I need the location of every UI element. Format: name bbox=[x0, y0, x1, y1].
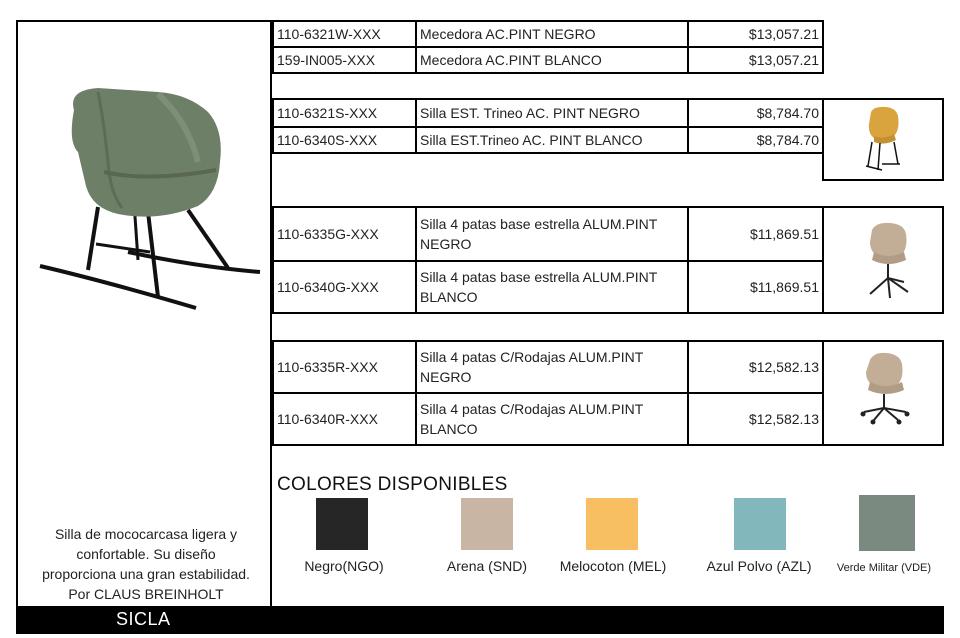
product-code: 110-6335R-XXX bbox=[272, 340, 417, 394]
table-divider bbox=[270, 74, 272, 98]
product-code: 110-6340S-XXX bbox=[272, 126, 417, 154]
description-line: Por CLAUS BREINHOLT bbox=[68, 586, 224, 602]
color-label: Arena (SND) bbox=[446, 558, 528, 574]
description-line: Silla de mococarcasa ligera y bbox=[54, 526, 238, 542]
color-label: Negro(NGO) bbox=[304, 558, 384, 574]
product-price: $8,784.70 bbox=[687, 126, 824, 154]
table-divider bbox=[270, 314, 272, 340]
product-price: $8,784.70 bbox=[687, 98, 824, 128]
product-price: $11,869.51 bbox=[687, 260, 824, 314]
star-base-chair-image bbox=[824, 208, 942, 312]
sled-base-chair-image bbox=[824, 100, 942, 179]
color-label: Melocoton (MEL) bbox=[559, 558, 667, 574]
product-overview-panel bbox=[16, 20, 272, 606]
product-description-cell: Silla 4 patas base estrella ALUM.PINT BLANCO bbox=[415, 260, 689, 314]
color-swatch-verde-militar bbox=[859, 495, 915, 551]
product-code: 110-6321W-XXX bbox=[272, 20, 417, 48]
product-description-cell: Mecedora AC.PINT BLANCO bbox=[415, 46, 689, 74]
color-swatch-arena bbox=[461, 498, 513, 550]
footer-bar bbox=[16, 606, 944, 634]
color-swatch-azul-polvo bbox=[734, 498, 786, 550]
table-divider bbox=[270, 152, 272, 206]
product-price: $11,869.51 bbox=[687, 206, 824, 262]
product-description-cell: Silla 4 patas C/Rodajas ALUM.PINT NEGRO bbox=[415, 340, 689, 394]
collection-name: SICLA bbox=[116, 609, 171, 629]
description-line: confortable. Su diseño bbox=[76, 546, 216, 562]
product-price: $13,057.21 bbox=[687, 46, 824, 74]
product-code: 159-IN005-XXX bbox=[272, 46, 417, 74]
product-description-cell: Silla EST.Trineo AC. PINT BLANCO bbox=[415, 126, 689, 154]
product-price: $12,582.13 bbox=[687, 392, 824, 446]
product-description bbox=[18, 524, 274, 604]
product-description-cell: Silla EST. Trineo AC. PINT NEGRO bbox=[415, 98, 689, 128]
product-price: $13,057.21 bbox=[687, 20, 824, 48]
color-label: Azul Polvo (AZL) bbox=[706, 558, 812, 574]
product-code: 110-6340G-XXX bbox=[272, 260, 417, 314]
rocking-chair-image bbox=[38, 82, 264, 322]
color-label: Verde Militar (VDE) bbox=[836, 562, 932, 574]
color-swatch-negro bbox=[316, 498, 368, 550]
description-line: proporciona una gran estabilidad. bbox=[42, 566, 250, 582]
sled-base-chair-thumbnail bbox=[822, 98, 944, 181]
color-swatch-melocoton bbox=[586, 498, 638, 550]
caster-chair-thumbnail bbox=[822, 340, 944, 446]
product-code: 110-6340R-XXX bbox=[272, 392, 417, 446]
product-description-cell: Silla 4 patas base estrella ALUM.PINT NEGRO bbox=[415, 206, 689, 262]
product-code: 110-6321S-XXX bbox=[272, 98, 417, 128]
star-base-chair-thumbnail bbox=[822, 206, 944, 314]
caster-chair-image bbox=[824, 342, 942, 444]
product-code: 110-6335G-XXX bbox=[272, 206, 417, 262]
product-description-cell: Mecedora AC.PINT NEGRO bbox=[415, 20, 689, 48]
product-description-cell: Silla 4 patas C/Rodajas ALUM.PINT BLANCO bbox=[415, 392, 689, 446]
colors-section-title: COLORES DISPONIBLES bbox=[277, 474, 508, 495]
product-price: $12,582.13 bbox=[687, 340, 824, 394]
